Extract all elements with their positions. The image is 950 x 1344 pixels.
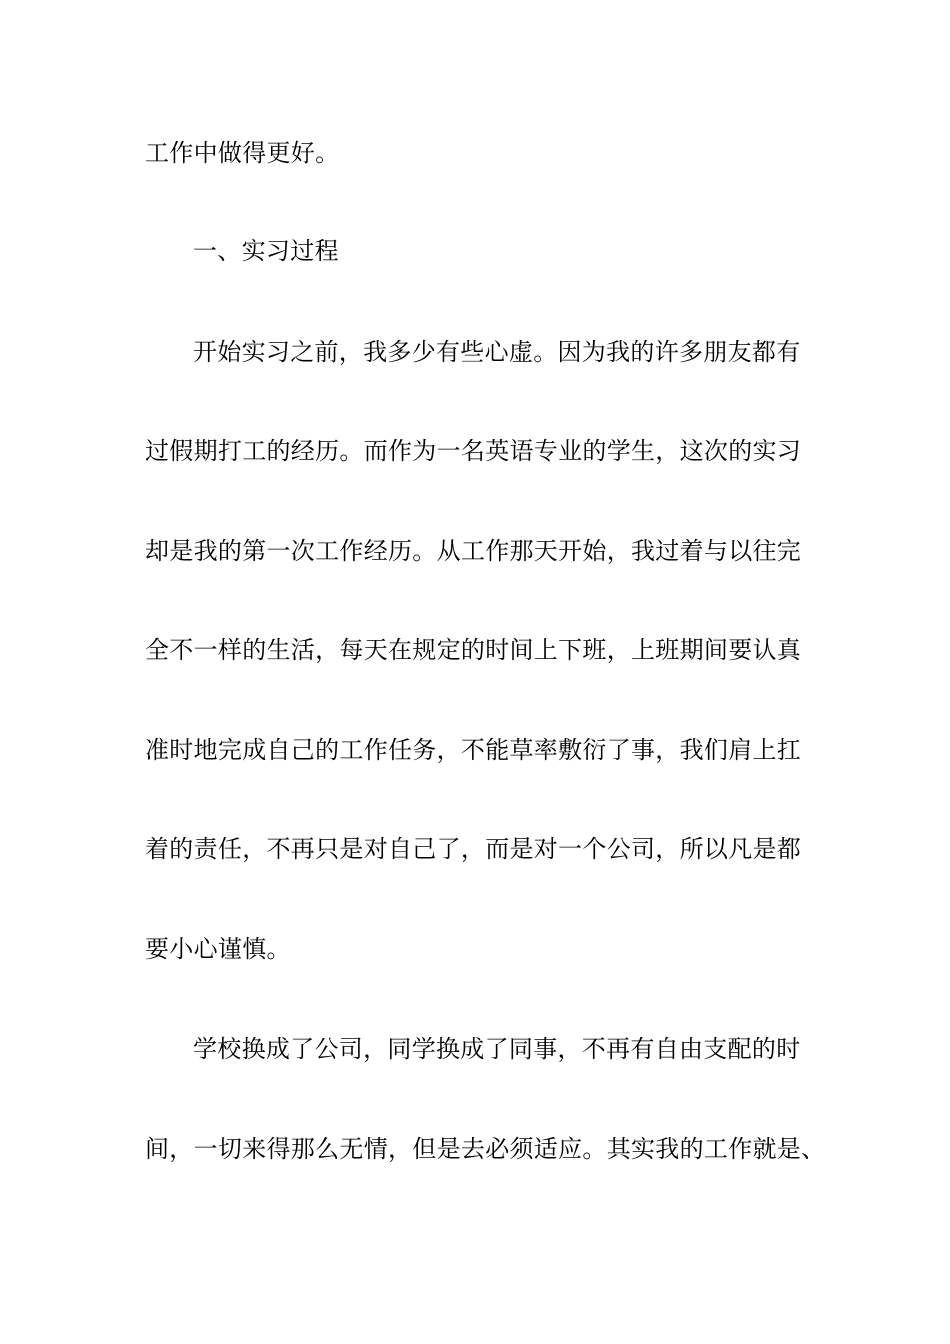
text-line: 工作中做得更好。 bbox=[145, 139, 340, 167]
section-heading: 一、实习过程 bbox=[193, 237, 339, 265]
text-line: 却是我的第一次工作经历。从工作那天开始，我过着与以往完 bbox=[145, 537, 802, 565]
text-line: 要小心谨慎。 bbox=[145, 935, 291, 963]
text-line: 开始实习之前，我多少有些心虚。因为我的许多朋友都有 bbox=[193, 338, 801, 366]
text-line: 间，一切来得那么无情，但是去必须适应。其实我的工作就是、 bbox=[145, 1135, 826, 1163]
text-line: 全不一样的生活，每天在规定的时间上下班，上班期间要认真 bbox=[145, 636, 802, 664]
text-line: 过假期打工的经历。而作为一名英语专业的学生，这次的实习 bbox=[145, 437, 802, 465]
text-line: 着的责任，不再只是对自己了，而是对一个公司，所以凡是都 bbox=[145, 835, 802, 863]
text-line: 准时地完成自己的工作任务，不能草率敷衍了事，我们肩上扛 bbox=[145, 736, 802, 764]
text-line: 学校换成了公司，同学换成了同事，不再有自由支配的时 bbox=[193, 1035, 801, 1063]
